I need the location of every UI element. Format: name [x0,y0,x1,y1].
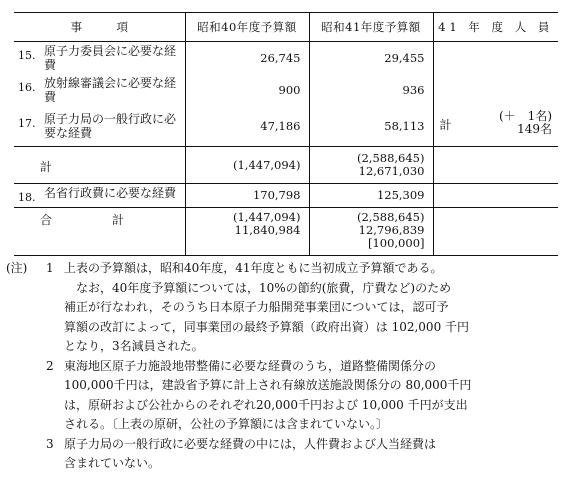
row-name: 名省行政費に必要な経費 [44,186,177,200]
notes [6,259,566,474]
row-y40: 26,745 [260,50,301,65]
staff-cell [434,106,559,146]
row-y41: 936 [402,82,425,97]
header-staff: 41 年 度 人 員 [433,13,558,42]
row-name: 放射線審議会に必要な経費 [44,76,177,104]
row-name: 原子力局の一般行政に必要な経費 [44,112,177,140]
note-number: 1 [46,261,54,275]
total-y40: 11,840,984 [234,223,301,237]
total-y41: 12,796,839 [358,223,425,237]
note-text: は，原研および公社からのそれぞれ20,000千円および 10,000 千円が支出 [64,397,468,412]
row-y40: 900 [278,82,301,97]
row-number: 15. [18,49,36,62]
note-text: 100,000千円は，建設省予算に計上され有線放送施設関係分の 80,000千円 [64,378,472,392]
subtotal-y41-paren: (2,588,645) [356,151,425,165]
note-1 [6,259,566,279]
row-name: 原子力委員会に必要な経費 [44,44,177,72]
note-text: 補正が行なわれ，そのうち日本原子力船開発事業団については，認可予 [64,300,449,314]
note-text: 東海地区原子力施設地帯整備に必要な経費のうち，道路整備関係分の [64,358,437,373]
row-y40: 170,798 [252,188,301,202]
staff-total-label: 計 [439,118,452,132]
row-number: 17. [18,117,36,130]
table-row [14,106,558,147]
total-y41-bracket: [100,000] [367,236,425,250]
row-y41: 58,113 [384,118,425,133]
header-y41: 昭和41年度予算額 [309,13,433,42]
header-y40: 昭和40年度予算額 [185,13,309,42]
note-text: される。〔上表の原研，公社の予算額には含まれていない。〕 [64,417,389,431]
total-row [14,208,558,256]
table-row [14,42,558,75]
note-text: となり，3名減員された。 [64,339,204,353]
note-3 [6,435,566,455]
total-y40-paren: (1,447,094) [232,210,301,224]
note-2 [6,357,566,377]
note-text: なお，40年度予算額については，10%の節約(旅費，庁費など)のため [76,280,452,295]
row-y41: 29,455 [384,50,425,65]
note-text: 上表の予算額は，昭和40年度，41年度ともに当初成立予算額である。 [64,261,443,275]
staff-count: 149名 [517,122,552,136]
staff-increase: (＋ 1名) [499,109,552,123]
note-number: 2 [46,358,54,373]
note-text: 原子力局の一般行政に必要な経費の中には，人件費および人当経費は [64,436,437,451]
total-label: 合 計 [40,213,125,227]
note-text: 算額の改訂によって，同事業団の最終予算額（政府出資）は 102,000 千円 [64,319,470,334]
row-y40: 47,186 [260,118,301,133]
row-number: 16. [18,81,36,94]
subtotal-label: 計 [40,159,58,174]
row-y41: 125,309 [376,188,425,202]
note-number: 3 [46,436,54,451]
table-row [14,184,558,208]
table-header-row [14,13,558,42]
budget-table [14,12,558,256]
subtotal-y40: (1,447,094) [232,157,301,172]
note-text: 含まれていない。 [64,456,161,470]
notes-tag: (注) [6,261,28,275]
table-row [14,74,558,106]
header-item: 事 項 [14,13,185,42]
subtotal-row [14,147,558,184]
total-y41-paren: (2,588,645) [356,210,425,224]
row-number: 18. [18,191,36,204]
subtotal-y41: 12,671,030 [358,164,425,178]
